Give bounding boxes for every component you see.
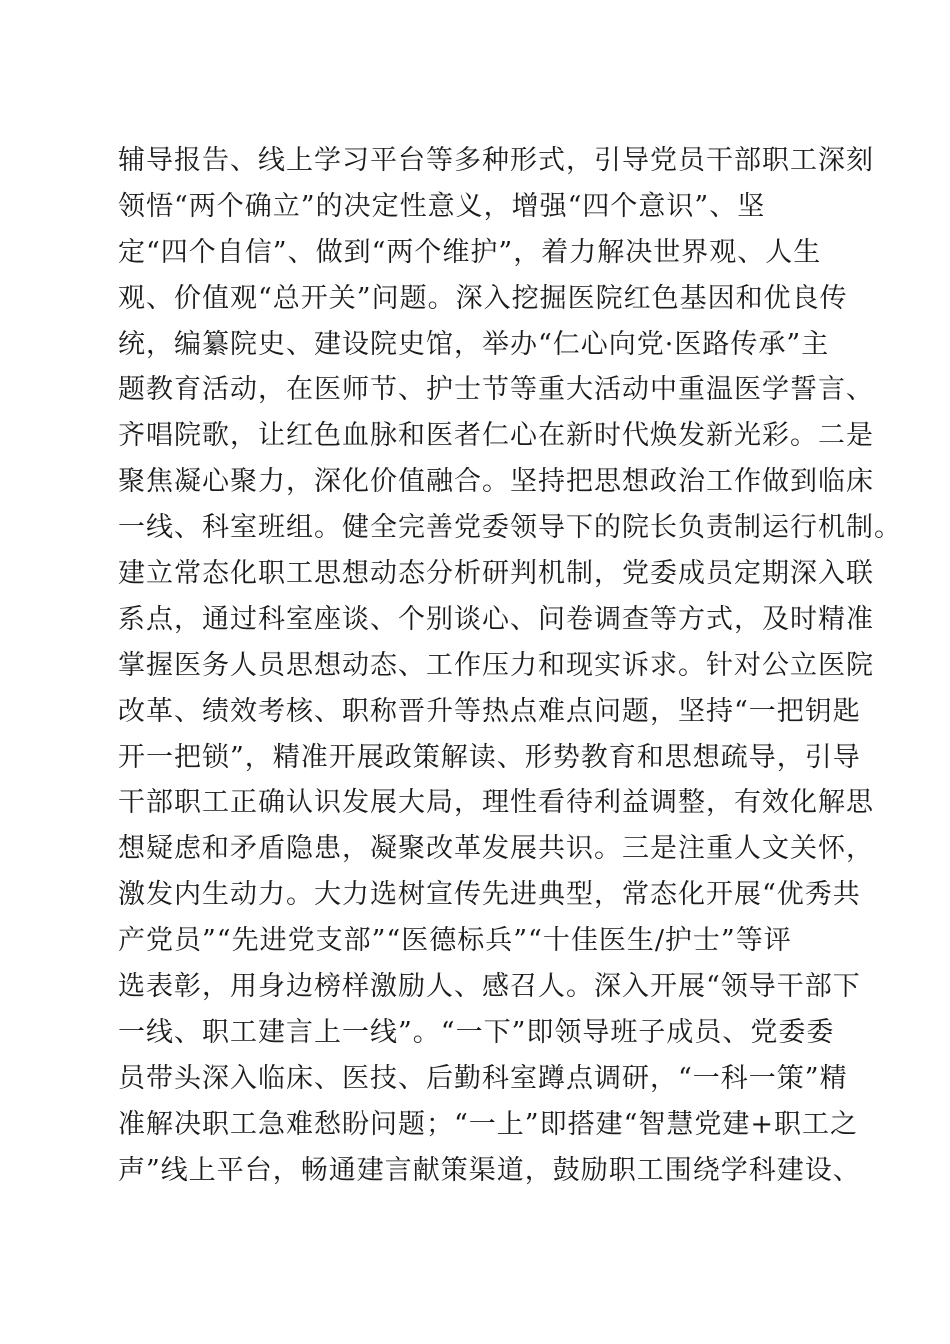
body-text <box>118 138 902 1193</box>
text-line: 准解决职工急难愁盼问题；“一上”即搭建“智慧党建+职工之 <box>118 1108 859 1140</box>
text-line: 产党员”“先进党支部”“医德标兵”“十佳医生/护士”等评 <box>118 925 792 957</box>
text-line: 辅导报告、线上学习平台等多种形式，引导党员干部职工深刻 <box>118 145 874 176</box>
text-line: 员带头深入临床、医技、后勤科室蹲点调研，“一科一策”精 <box>118 1062 848 1094</box>
text-line: 掌握医务人员思想动态、工作压力和现实诉求。针对公立医院 <box>118 649 874 681</box>
text-line: 一线、科室班组。健全完善党委领导下的院长负责制运行机制。 <box>118 512 902 544</box>
text-line: 干部职工正确认识发展大局，理性看待利益调整，有效化解思 <box>118 787 874 819</box>
text-line: 观、价值观“总开关”问题。深入挖掘医院红色基因和优良传 <box>118 282 848 314</box>
text-line: 统，编纂院史、建设院史馆，举办“仁心向党·医路传承”主 <box>118 328 830 360</box>
text-line: 建立常态化职工思想动态分析研判机制，党委成员定期深入联 <box>118 558 874 590</box>
text-line: 一线、职工建言上一线”。“一下”即领导班子成员、党委委 <box>118 1016 835 1048</box>
text-line: 激发内生动力。大力选树宣传先进典型，常态化开展“优秀共 <box>118 879 861 911</box>
text-line: 题教育活动，在医师节、护士节等重大活动中重温医学誓言、 <box>118 374 874 406</box>
text-line: 开一把锁”，精准开展政策解读、形势教育和思想疏导，引导 <box>118 741 861 773</box>
text-line: 想疑虑和矛盾隐患，凝聚改革发展共识。三是注重人文关怀， <box>118 833 874 865</box>
text-line: 领悟“两个确立”的决定性意义，增强“四个意识”、坚 <box>118 190 766 222</box>
text-line: 系点，通过科室座谈、个别谈心、问卷调查等方式，及时精准 <box>118 603 874 635</box>
text-line: 齐唱院歌，让红色血脉和医者仁心在新时代焕发新光彩。二是 <box>118 420 874 452</box>
text-line: 聚焦凝心聚力，深化价值融合。坚持把思想政治工作做到临床 <box>118 466 874 498</box>
text-line: 定“四个自信”、做到“两个维护”，着力解决世界观、人生 <box>118 236 822 268</box>
text-line: 改革、绩效考核、职称晋升等热点难点问题，坚持“一把钥匙 <box>118 695 861 727</box>
text-line: 声”线上平台，畅通建言献策渠道，鼓励职工围绕学科建设、 <box>118 1154 861 1186</box>
text-line: 选表彰，用身边榜样激励人、感召人。深入开展“领导干部下 <box>118 971 861 1003</box>
